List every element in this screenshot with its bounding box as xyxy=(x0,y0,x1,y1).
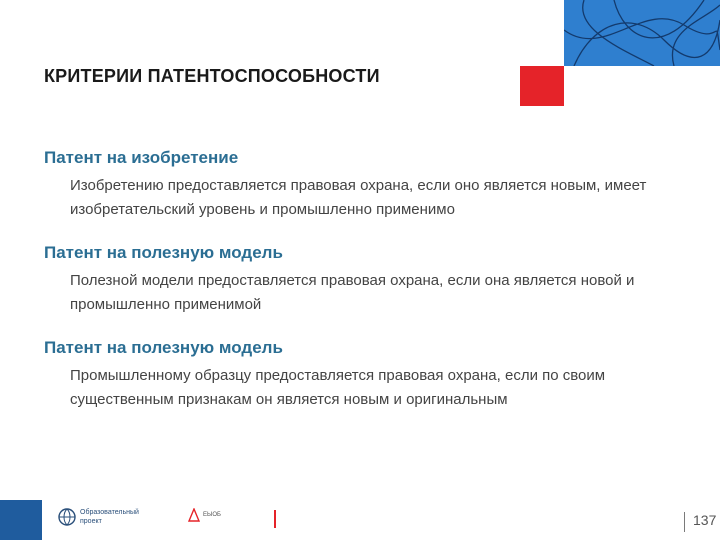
criteria-section-industrial-design xyxy=(44,338,684,412)
decorative-lines-icon xyxy=(564,0,720,66)
slide-title: КРИТЕРИИ ПАТЕНТОСПОСОБНОСТИ xyxy=(44,66,380,86)
criteria-section-invention xyxy=(44,148,684,222)
page-number: 137 xyxy=(693,512,717,528)
footer-logo-second xyxy=(188,508,237,522)
decorative-blue-block xyxy=(564,0,720,66)
section-heading: Патент на полезную модель xyxy=(44,243,283,262)
section-text: Полезной модели предоставляется правовая охрана, если она является новой и промышленно применимой xyxy=(70,272,635,313)
page-number-divider xyxy=(684,512,685,532)
footer-blue-block xyxy=(0,500,42,540)
criteria-section-utility-model xyxy=(44,243,684,317)
logo-text: ЕЫОБ xyxy=(203,511,221,518)
globe-logo-icon xyxy=(58,508,76,526)
mark-logo-icon xyxy=(188,508,200,522)
logo-text: Образовательный проект xyxy=(80,509,139,525)
section-heading: Патент на полезную модель xyxy=(44,338,283,357)
section-heading: Патент на изобретение xyxy=(44,148,239,167)
decorative-red-block xyxy=(520,66,564,106)
footer-logo-education-project xyxy=(58,508,139,526)
section-text: Изобретению предоставляется правовая охрана, если оно является новым, имеет изобретательский уровень и промышленно применимо xyxy=(70,177,647,218)
footer-red-divider xyxy=(274,510,276,528)
section-text: Промышленному образцу предоставляется правовая охрана, если по своим существенным признакам он является новым и оригинальным xyxy=(70,367,606,408)
